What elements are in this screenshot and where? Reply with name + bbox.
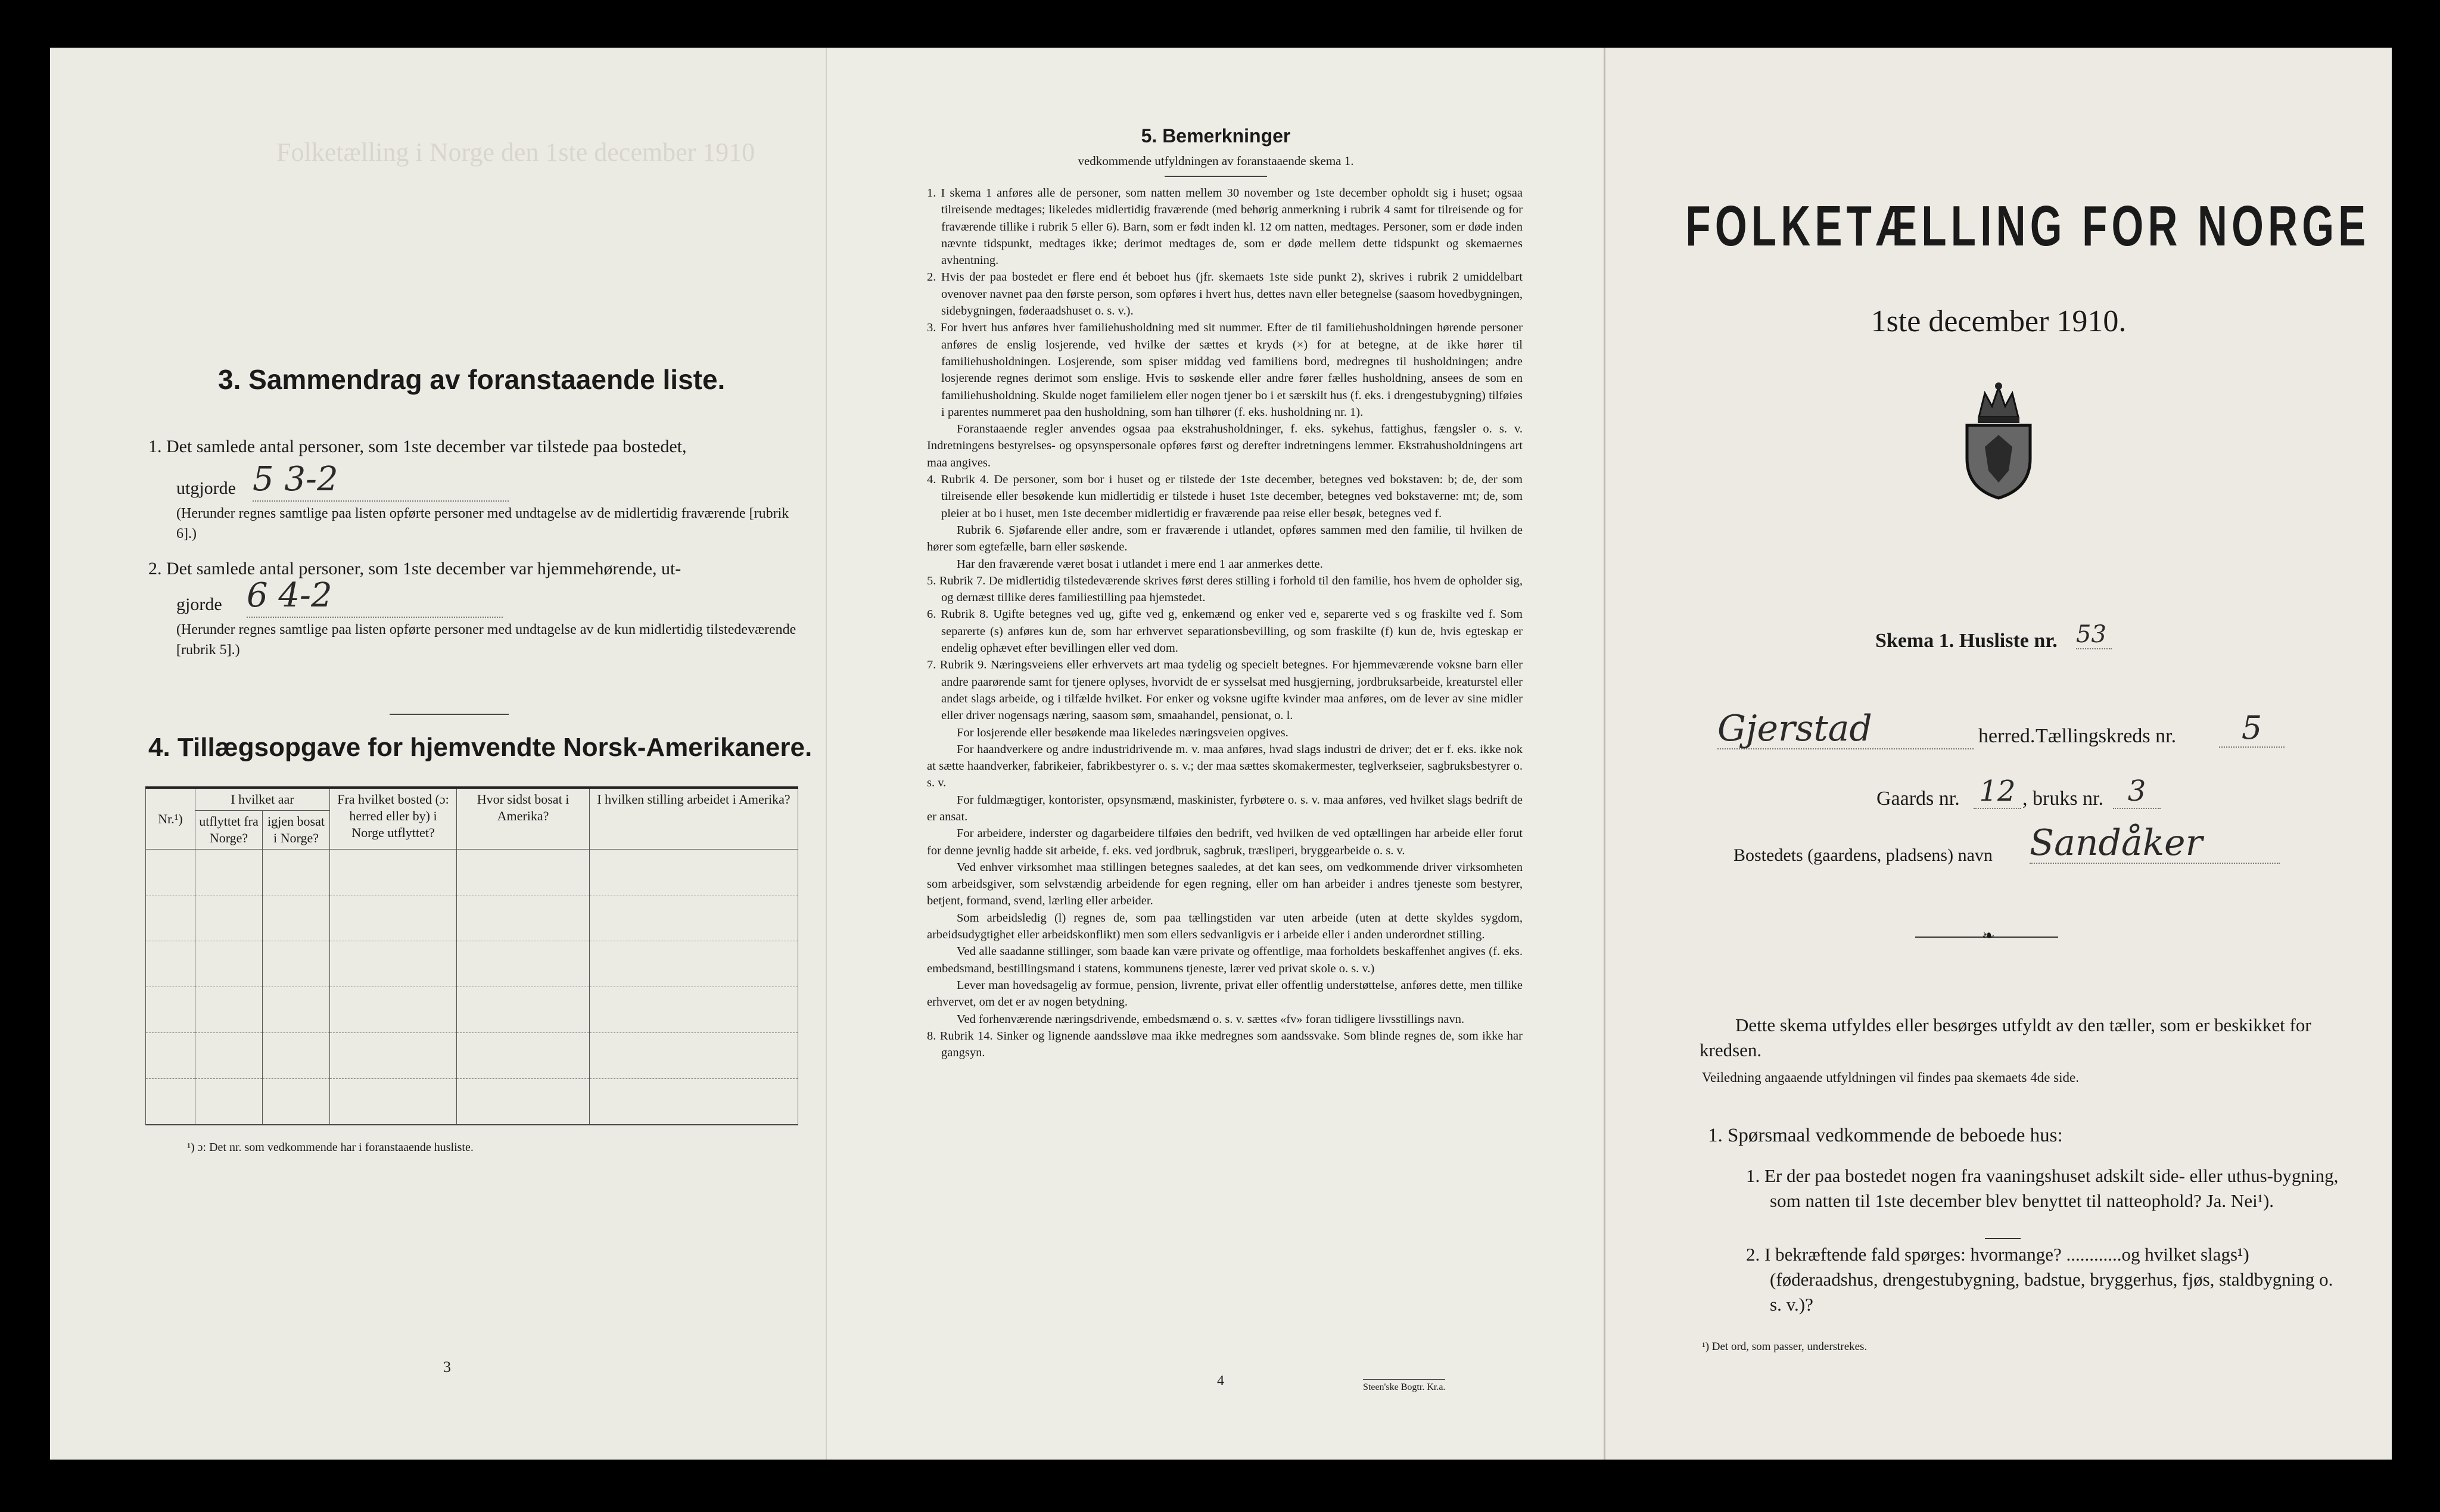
col-bosted: Fra hvilket bosted (ɔ: herred eller by) i Norge utflyttet? [330,788,457,850]
answer-nei-underline [1985,1238,2021,1239]
ornament-icon: ❧ [1982,927,1995,944]
ghost-print: Folketælling i Norge den 1ste december 1910 [276,138,755,167]
instruction-note: Veiledning angaaende utfyldningen vil findes paa skemaets 4de side. [1702,1070,2079,1085]
norsk-amerikanere-table [145,786,798,1125]
page-right-footnote: ¹) Det ord, som passer, understrekes. [1702,1340,1868,1353]
remark-paragraph: Ved alle saadanne stillinger, som baade kan være private og offentlige, maa forholdets beskaffenhet angives (f. eks. embedsmand, bestillingsmand i statens, kommunens tjeneste, lærer ved privat skole o. s. v.) [927,945,1523,975]
page-number-left: 3 [443,1358,451,1376]
herred-label: herred. [1978,725,2036,747]
q1-text: 1. Det samlede antal personer, som 1ste december var tilstede paa bostedet, [148,437,687,456]
printer-mark: Steen'ske Bogtr. Kr.a. [1363,1379,1445,1393]
remark-paragraph: Som arbeidsledig (l) regnes de, som paa tællingstiden var uten arbeide (uten at dette skyldes sygdom, arbeidsudygtighet eller arbeidskonflikt) men som ellers sedvanligvis er i arbeide eller i anden underordnet stilling. [927,911,1523,942]
remark-paragraph: Ved enhver virksomhet maa stillingen betegnes saaledes, at det kan sees, om vedkommende driver virksomheten som arbeidsgiver, som selvstændig arbeidende for egen regning, eller om han arbeider i andres tjeneste som bestyrer, betjent, formand, svend, lærling eller arbeider. [927,860,1523,908]
questions-heading: 1. Spørsmaal vedkommende de beboede hus: [1708,1125,2063,1146]
remark-paragraph: 7. Rubrik 9. Næringsveiens eller erhvervets art maa tydelig og specielt betegnes. For hjemmeværende voksne barn eller andre paarørende samt for tjenere oplyses, hvorvidt de er sysselsat med husgjerning, jordbruksarbeide, kreaturstel eller andet slags arbeide, og i tilfælde hvilket. For enker og voksne ugifte kvinder maa anføres, om de lever av sine midler eller driver nogensags næring, saasom søm, smaahandel, pensionat, o. l. [927,658,1523,723]
table-row [146,987,798,1033]
table-row [146,850,798,895]
remark-paragraph: Foranstaaende regler anvendes ogsaa paa ekstrahusholdninger, f. eks. sykehus, fattighus, fængsler o. s. v. Indretningens bestyrelses- og opsynspersonale opføres først og derefter indretningens lemmer. Ekstrahusholdningens art maa angives. [927,422,1523,469]
gaards-label: Gaards nr. [1876,788,1960,810]
remark-paragraph: Ved forhenværende næringsdrivende, embedsmænd o. s. v. sættes «fv» foran tidligere livsstillings navn. [957,1012,1465,1026]
col-group-aar: I hvilket aar [195,788,330,811]
table-row [146,895,798,941]
instruction-text: Dette skema utfyldes eller besørges utfyldt av den tæller, som er beskikket for kredsen. [1700,1015,2311,1060]
gaards-nr: 12 [1974,774,2021,809]
divider [390,714,509,715]
section4-title: 4. Tillægsopgave for hjemvendte Norsk-Amerikanere. [148,733,813,762]
bruks-nr: 3 [2113,774,2161,809]
remark-paragraph: 8. Rubrik 14. Sinker og lignende aandssløve maa ikke medregnes som aandssvake. Som blinde regnes de, som ikke har gangsyn. [927,1029,1523,1060]
table-row [146,1033,798,1079]
question-1: 1. Er der paa bostedet nogen fra vaaningshuset adskilt side- eller uthus-bygning, som natten til 1ste december blev benyttet til natteophold? Ja. Nei¹). [1746,1165,2339,1211]
bosted-label: Bostedets (gaardens, pladsens) navn [1733,845,1993,865]
col-sidst: Hvor sidst bosat i Amerika? [457,788,590,850]
remark-paragraph: For fuldmægtiger, kontorister, opsynsmænd, maskinister, fyrbøtere o. s. v. maa anføres, ved hvilket slags bedrift de er ansat. [927,793,1523,823]
page-number-middle: 4 [1217,1373,1224,1389]
remarks-list [927,185,1523,1061]
q2-note: (Herunder regnes samtlige paa listen opførte personer med undtagelse av de kun midlertidig tilstedeværende [rubrik 5].) [176,622,796,658]
kreds-label: Tællingskreds nr. [2036,725,2177,747]
census-title: FOLKETÆLLING FOR NORGE [1685,194,2370,258]
census-date: 1ste december 1910. [1871,304,2127,338]
kreds-nr: 5 [2219,709,2285,748]
table-footnote: ¹) ɔ: Det nr. som vedkommende har i foranstaaende husliste. [187,1141,474,1154]
q1-note: (Herunder regnes samtlige paa listen opførte personer med undtagelse av de midlertidig fraværende [rubrik 6].) [176,506,789,542]
section3-title: 3. Sammendrag av foranstaaende liste. [218,364,726,395]
bruks-label: , bruks nr. [2022,788,2103,810]
q1-prefix: utgjorde [176,478,236,498]
herred-name: Gjerstad [1717,709,1974,749]
col-stilling: I hvilken stilling arbeidet i Amerika? [590,788,798,850]
table-row [146,1079,798,1125]
bemerkninger-subtitle: vedkommende utfyldningen av foranstaaende skema 1. [1078,154,1354,168]
q2-prefix: gjorde [176,595,222,614]
q1-handwritten: 5 3-2 [253,459,509,502]
col-nr: Nr.¹) [146,788,195,850]
table-row [146,941,798,987]
col-utflyttet: utflyttet fra Norge? [195,811,263,850]
remark-paragraph: 1. I skema 1 anføres alle de personer, som natten mellem 30 november og 1ste december opholdt sig i huset; ogsaa tilreisende medtages; likeledes midlertidig fraværende (med behørig anmerkning i rubrik 4 samt for tilreisende og for fraværende tillike i rubrik 5 eller 6). Barn, som er født inden kl. 12 om natten, medtages. Personer, som er døde inden nævnte tidspunkt, medtages ikke; derimot medtages de, som er døde mellem dette tidspunkt og skemaernes avhentning. [927,186,1523,267]
coat-of-arms-icon [1961,381,2036,500]
husliste-nr: 53 [2076,621,2112,649]
col-igjen: igjen bosat i Norge? [263,811,330,850]
q2-text: 2. Det samlede antal personer, som 1ste december var hjemmehørende, ut- [148,559,681,578]
remark-paragraph: For haandverkere og andre industridrivende m. v. maa anføres, hvad slags industri de driver; det er f. eks. ikke nok at sætte haandverker, fabrikeier, fabrikbestyrer o. s. v.; der maa sættes skomakermester, teglverkseier, sagbruksbestyrer o. s. v. [927,742,1523,790]
remark-paragraph: For losjerende eller besøkende maa likeledes næringsveien opgives. [957,726,1289,739]
remark-paragraph: For arbeidere, inderster og dagarbeidere tilføies den bedrift, ved hvilken de ved optællingen har arbeide eller forut for denne jevnlig hadde sit arbeide, f. eks. ved jordbruk, sagbruk, træsliperi, bryggearbeide o. s. v. [927,827,1523,857]
q2-handwritten: 6 4-2 [247,575,503,618]
remark-paragraph: Lever man hovedsagelig av formue, pension, livrente, privat eller offentlig understøttelse, anføres dette, men tillike erhvervet, om det er av nogen betydning. [927,978,1523,1009]
remark-paragraph: Har den fraværende været bosat i utlandet i mere end 1 aar anmerkes dette. [957,557,1323,571]
remark-paragraph: 4. Rubrik 4. De personer, som bor i huset og er tilstede der 1ste december, betegnes ved bokstaven: b; de, der som tilreisende eller besøkende kun midlertidig er tilstede i huset 1ste december, betegnes ved bokstaverne: mt; de, som pleier at bo i huset, men 1ste december midlertidig er fraværende paa reise eller besøk, betegnes ved f. [927,473,1523,520]
bemerkninger-title: 5. Bemerkninger [1141,125,1291,147]
schema-label: Skema 1. Husliste nr. [1875,630,2058,652]
page-middle [826,48,1605,1460]
remark-paragraph: 2. Hvis der paa bostedet er flere end ét beboet hus (jfr. skemaets 1ste side punkt 2), skrives i rubrik 2 umiddelbart ovenover navnet paa den første person, som opføres i hvert hus, dettes navn eller betegnelse (saasom hovedbygningen, sidebygningen, føderaadshuset o. s. v.). [927,270,1523,318]
divider [1165,176,1267,177]
remark-paragraph: 5. Rubrik 7. De midlertidig tilstedeværende skrives først deres stilling i forhold til den familie, hos hvem de opholder sig, og dernæst tillike deres familiestilling paa hjemstedet. [927,574,1523,605]
remark-paragraph: Rubrik 6. Sjøfarende eller andre, som er fraværende i utlandet, opføres sammen med den familie, til hvilken de hører som egtefælle, barn eller søskende. [927,523,1523,554]
remark-paragraph: 6. Rubrik 8. Ugifte betegnes ved ug, gifte ved g, enkemænd og enker ved e, separerte ved s og fraskilte ved f. Som separerte (s) anføres kun de, som har erhvervet separationsbevilling, og som fraskilte (f) kun de, hvis egteskap er endelig ophævet efter bevillingen eller ved dom. [927,608,1523,655]
question-2: 2. I bekræftende fald spørges: hvormange? ............og hvilket slags¹) (føderaadshus, drengestubygning, badstue, bryggerhus, fjøs, staldbygning o. s. v.)? [1746,1244,2333,1315]
page-left [50,48,826,1460]
remark-paragraph: 3. For hvert hus anføres hver familiehusholdning med sit nummer. Efter de til familiehusholdningen hørende personer anføres de enslig losjerende, ved hvilke der sættes et kryds (×) for at betegne, at de ikke hører til familiehusholdningen. Losjerende, som spiser middag ved familiens bord, medregnes til husholdningen; andre losjerende regnes derimot som enslige. Hvis to søskende eller andre fører fælles husholdning, ansees de som en familiehusholdning. Skulde noget familielem eller nogen tjener bo i et særskilt hus (f. eks. i drengestubygning) tilføies i parentes nummeret paa den husholdning, som han tilhører (f. eks. husholdning nr. 1). [927,321,1523,419]
page-right [1604,48,2392,1460]
bosted-name: Sandåker [2030,823,2280,864]
